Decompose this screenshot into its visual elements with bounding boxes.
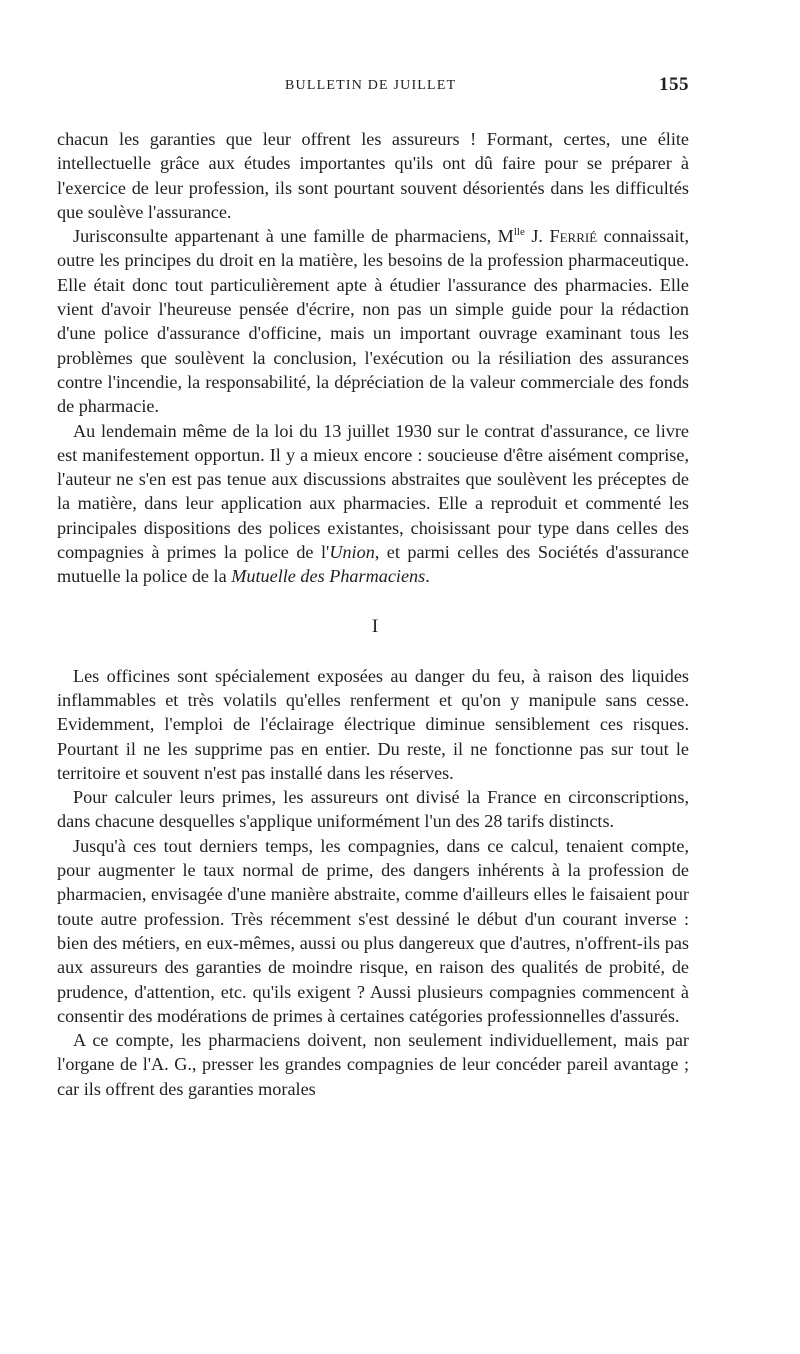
paragraph-7: A ce compte, les pharmaciens doivent, non seulement individuellement, mais par l'organe de l'A. G., presser les grandes compagnies de leur concéder pareil avantage ; car ils offrent des garanties morales xyxy=(57,1030,689,1099)
paragraph-3-text-c: . xyxy=(425,566,430,587)
paragraph-1: chacun les garanties que leur offrent les assureurs ! Formant, certes, une élite intellectuelle grâce aux études importantes qu'ils ont dû faire pour se préparer à l'exercice de leur profession, ils sont pourtant souvent désorientés dans les difficultés que soulève l'assurance. xyxy=(57,129,689,222)
section-heading: I xyxy=(371,615,379,637)
paragraph-3-text-b: , et parmi celles des Sociétés d'assurance mutuelle la police de la xyxy=(57,542,689,587)
paragraph-6: Jusqu'à ces tout derniers temps, les compagnies, dans ce calcul, tenaient compte, pour augmenter le taux normal de prime, des dangers inhérents à la profession de pharmacien, envisagée d'une manière abstraite, comme d'ailleurs elles le faisaient pour toute autre profession. Très récemment s'est dessiné le début d'un courant inverse : bien des métiers, en eux-mêmes, aussi ou plus dangereux que d'autres, n'offrent-ils pas aux assureurs des garanties de moindre risque, en raison des qualités de probité, de prudence, d'attention, etc. qu'ils exigent ? Aussi plusieurs compagnies commencent à consentir des modérations de primes à certaines catégories professionnelles d'assurés. xyxy=(57,835,689,1026)
paragraph-2-text-c: connaissait, outre les principes du droit en la matière, les besoins de la profession pharmaceutique. Elle était donc tout particulièrement apte à étudier l'assurance des pharmacies. Elle vient d'avoir l'heureuse pensée d'écrire, non pas un simple guide pour la rédaction d'une police d'assurance d'officine, mais un important ouvrage examinant tous les problèmes que soulèvent la conclusion, l'exécution ou la résiliation des assurances contre l'incendie, la responsabilité, la dépréciation de la valeur commerciale des fonds de pharmacie. xyxy=(57,226,689,417)
union-italic: Union xyxy=(329,542,375,563)
running-head xyxy=(57,74,689,102)
paragraph-3-text-a: Au lendemain même de la loi du 13 juillet 1930 sur le contrat d'assurance, ce livre est manifestement opportun. Il y a mieux encore : soucieuse d'être aisément comprise, l'auteur ne s'en est pas tenue aux discussions abstraites que soulèvent les préceptes de la matière, dans leur application aux pharmacies. Elle a reproduit et commenté les principales dispositions des polices existantes, choisissant pour type dans celles des compagnies à primes la police de l' xyxy=(57,420,689,563)
running-title: BULLETIN DE JUILLET xyxy=(285,78,457,93)
book-page xyxy=(57,74,689,1101)
mutuelle-italic: Mutuelle des Pharmaciens xyxy=(231,566,426,587)
title-superscript: lle xyxy=(513,226,525,239)
paragraph-2 xyxy=(57,224,689,418)
body-text xyxy=(57,127,689,1101)
paragraph-2-text-a: Jurisconsulte appartenant à une famille de pharmaciens, M xyxy=(73,226,514,247)
paragraph-2-text-b: J. xyxy=(524,226,550,247)
paragraph-3 xyxy=(57,419,689,589)
paragraph-5: Pour calculer leurs primes, les assureurs ont divisé la France en circonscriptions, dans chacune desquelles s'applique uniformément l'un des 28 tarifs distincts. xyxy=(57,787,689,832)
page-number: 155 xyxy=(659,74,689,95)
author-name: Ferrié xyxy=(549,226,598,247)
paragraph-4: Les officines sont spécialement exposées au danger du feu, à raison des liquides inflammables et très volatils qu'elles renferment et qu'on y manipule sans cesse. Evidemment, l'emploi de l'éclairage électrique diminue sensiblement ces risques. Pourtant il ne les supprime pas en entier. Du reste, il ne fonctionne pas sur tout le territoire et souvent n'est pas installé dans les réserves. xyxy=(57,665,689,783)
